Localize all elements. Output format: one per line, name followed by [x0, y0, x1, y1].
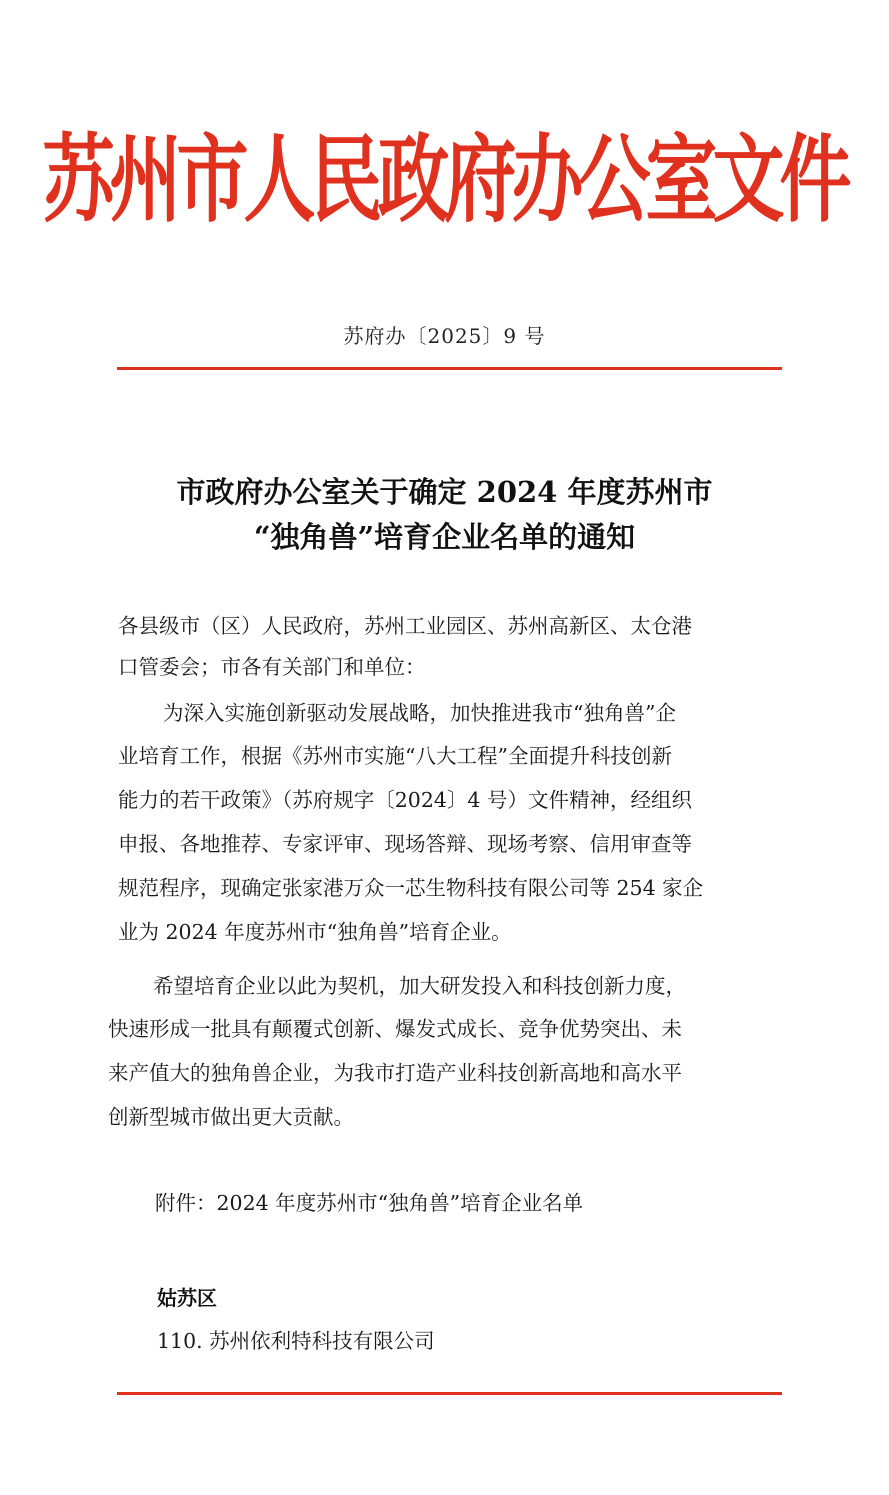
body-line: 业培育工作，根据《苏州市实施“八大工程”全面提升科技创新 — [118, 744, 672, 768]
district-heading: 姑苏区 — [157, 1286, 217, 1310]
body-line: 能力的若干政策》（苏府规字〔2024〕4 号）文件精神，经组织 — [118, 788, 692, 812]
body-line: 创新型城市做出更大贡献。 — [108, 1105, 354, 1129]
body-line: 申报、各地推荐、专家评审、现场答辩、现场考察、信用审查等 — [118, 832, 692, 856]
notice-title-line-2: “独角兽”培育企业名单的通知 — [253, 520, 636, 554]
body-line: 来产值大的独角兽企业，为我市打造产业科技创新高地和高水平 — [108, 1061, 682, 1085]
body-line: 为深入实施创新驱动发展战略，加快推进我市“独角兽”企 — [163, 701, 676, 725]
body-line: 口管委会；市各有关部门和单位： — [118, 655, 426, 679]
attachment-line: 附件：2024 年度苏州市“独角兽”培育企业名单 — [155, 1191, 584, 1215]
document-number: 苏府办〔2025〕9 号 — [343, 324, 546, 348]
masthead-title: 苏州市人民政府办公室文件 — [42, 124, 847, 235]
body-line: 业为 2024 年度苏州市“独角兽”培育企业。 — [118, 920, 512, 944]
footer-divider — [117, 1392, 782, 1395]
header-divider — [117, 367, 782, 370]
company-list-item: 110. 苏州依利特科技有限公司 — [157, 1329, 435, 1353]
body-line: 规范程序，现确定张家港万众一芯生物科技有限公司等 254 家企 — [118, 876, 704, 900]
body-line: 希望培育企业以此为契机，加大研发投入和科技创新力度， — [153, 974, 686, 998]
notice-title-line-1: 市政府办公室关于确定 2024 年度苏州市 — [176, 475, 713, 509]
body-line: 各县级市（区）人民政府，苏州工业园区、苏州高新区、太仓港 — [118, 614, 692, 638]
body-line: 快速形成一批具有颠覆式创新、爆发式成长、竞争优势突出、未 — [108, 1017, 682, 1041]
